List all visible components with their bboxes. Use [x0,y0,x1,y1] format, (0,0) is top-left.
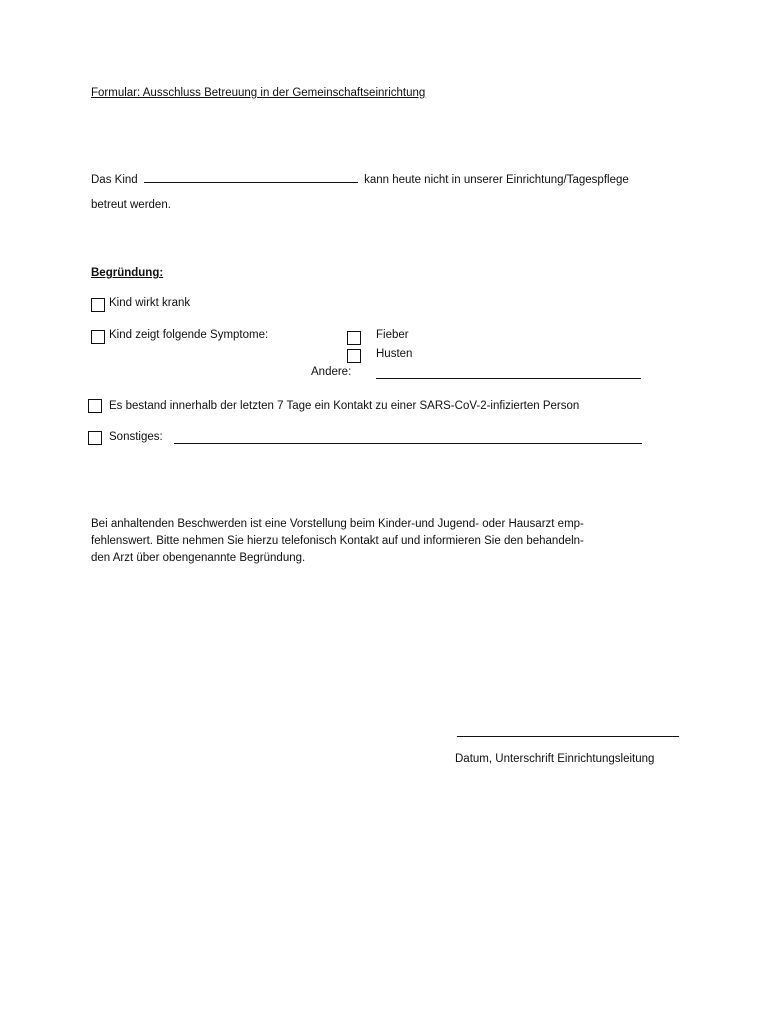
reason-heading: Begründung: [91,267,164,279]
label-other: Sonstiges: [109,431,163,443]
signature-line[interactable] [457,736,679,737]
label-child-seems-sick: Kind wirkt krank [109,297,191,309]
checkbox-other[interactable] [88,431,102,445]
advice-line-3: den Arzt über obengenannte Begründung. [91,552,306,564]
label-covid-contact: Es bestand innerhalb der letzten 7 Tage ein Kontakt zu einer SARS-CoV-2-infizierten Person [109,400,580,412]
label-cough: Husten [376,348,413,360]
child-statement-line [91,171,629,186]
child-suffix: kann heute nicht in unserer Einrichtung/Tagespflege [364,174,629,186]
checkbox-child-seems-sick[interactable] [91,298,105,312]
advice-line-2: fehlenswert. Bitte nehmen Sie hierzu telefonisch Kontakt auf und informieren Sie den behandeln- [91,535,584,547]
label-fever: Fieber [376,329,409,341]
advice-line-1: Bei anhaltenden Beschwerden ist eine Vorstellung beim Kinder-und Jugend- oder Hausarzt emp- [91,518,584,530]
child-name-field[interactable] [144,171,358,183]
child-statement-continuation: betreut werden. [91,199,171,211]
child-prefix: Das Kind [91,174,138,186]
checkbox-symptoms[interactable] [91,330,105,344]
checkbox-fever[interactable] [347,331,361,345]
other-reason-field[interactable] [174,443,642,444]
label-other-symptoms: Andere: [311,366,352,378]
form-title: Formular: Ausschluss Betreuung in der Gemeinschaftseinrichtung [91,87,426,99]
label-symptoms: Kind zeigt folgende Symptome: [109,329,269,341]
advice-paragraph [91,516,651,567]
checkbox-cough[interactable] [347,349,361,363]
signature-label: Datum, Unterschrift Einrichtungsleitung [455,753,655,765]
other-symptoms-field[interactable] [376,378,641,379]
checkbox-covid-contact[interactable] [88,399,102,413]
